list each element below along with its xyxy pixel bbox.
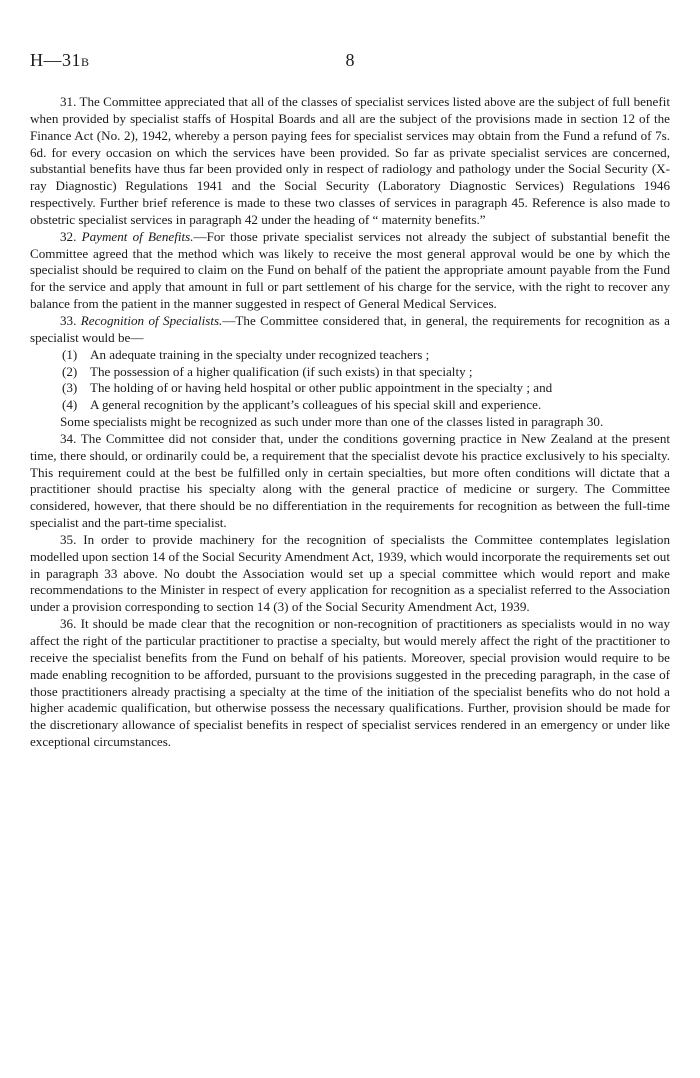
paragraph-32-text: —For those private specialist services not already the subject of substantial benefit the Committee agreed that the method which was likely to receive the most general approval would be one by which the specialist should be required to claim on the Fund on behalf of the patient the appropriate amount payable from the Fund for the service and apply that amount in full or part settlement of his charge for the service, with the right to recover any balance from the patient in the manner suggested in respect of General Medical Services. <box>30 228 670 312</box>
page-number: 8 <box>345 50 355 70</box>
list-item-number: (1) <box>62 346 78 362</box>
requirements-list <box>30 347 670 414</box>
paragraph-33-heading: Recognition of Specialists. <box>80 312 223 328</box>
list-item <box>30 397 670 414</box>
paragraph-33-number: 33. <box>60 312 81 328</box>
paragraph-35: 35. In order to provide machinery for the recognition of specialists the Committee contemplates legislation modelled upon section 14 of the Social Security Amendment Act, 1939, which would incorporate the requirements set out in paragraph 33 above. No doubt the Association would set up a special committee which would report and make recommendations to the Minister in respect of every application for recognition as a specialist referred to the Association under a provision corresponding to section 14 (3) of the Social Security Amendment Act, 1939. <box>30 531 670 615</box>
list-item-text: The possession of a higher qualification (if such exists) in that specialty ; <box>90 363 473 379</box>
list-item <box>30 380 670 397</box>
list-item-number: (3) <box>62 380 78 396</box>
paragraph-33 <box>30 313 670 347</box>
paragraph-32-number: 32. <box>60 228 82 244</box>
list-item-number: (4) <box>62 397 78 413</box>
paragraph-32 <box>30 229 670 313</box>
paragraph-36: 36. It should be made clear that the recognition or non-recognition of practitioners as specialists would in no way affect the right of the particular practitioner to practise a specialty, but would merely affect the right of the practitioner to receive the specialist benefits from the Fund on behalf of his patients. Moreover, special provision would require to be made enabling recognition to be afforded, pursuant to the provisions suggested in the preceding paragraph, in the case of those practitioners already practising a specialty at the time of the initiation of the specialist benefits who do not hold a higher academic qualification, but otherwise possess the necessary qualifications. Further, provision should be made for the discretionary allowance of specialist benefits in respect of specialist services rendered in an emergency or under like exceptional circumstances. <box>30 616 670 750</box>
page-header <box>30 50 670 72</box>
paragraph-31: 31. The Committee appreciated that all of the classes of specialist services listed above are the subject of full benefit when provided by specialist staffs of Hospital Boards and all are the subject of the provisions made in section 12 of the Finance Act (No. 2), 1942, whereby a person paying fees for specialist services may obtain from the Fund a refund of 7s. 6d. for every occasion on which the services have been provided. So far as private specialist services are concerned, substantial benefits have thus far been provided only in respect of radiology and pathology under the Social Security (X-ray Diagnostic) Regulations 1941 and the Social Security (Laboratory Diagnostic Services) Regulations 1946 respectively. Further brief reference is made to these two classes of services in paragraph 45. Reference is also made to obstetric specialist services in paragraph 42 under the heading of “ maternity benefits.” <box>30 94 670 227</box>
document-body <box>30 94 670 751</box>
document-reference-suffix: B <box>81 55 90 69</box>
paragraph-33-text: —The Committee considered that, in general, the requirements for recognition as a specialist would be— <box>30 312 670 345</box>
document-reference-code: H—31 <box>30 50 81 70</box>
list-item <box>30 364 670 381</box>
list-item-text: A general recognition by the applicant’s colleagues of his special skill and experience. <box>90 397 542 413</box>
paragraph-32-heading: Payment of Benefits. <box>81 228 194 244</box>
paragraph-33-note: Some specialists might be recognized as such under more than one of the classes listed in paragraph 30. <box>60 414 604 430</box>
list-item-number: (2) <box>62 363 78 379</box>
list-item <box>30 347 670 364</box>
paragraph-34: 34. The Committee did not consider that, under the conditions governing practice in New Zealand at the present time, there should, or ordinarily could be, a requirement that the specialist devote his practice exclusively to his specialty. This requirement could at the best be fulfilled only in certain specialties, but more often conditions will dictate that a practitioner should practise his specialty along with the general practice of medicine or surgery. The Committee considered, however, that there should be no differentiation in the requirements for recognition as between the full-time specialist and the part-time specialist. <box>30 430 670 531</box>
list-item-text: An adequate training in the specialty under recognized teachers ; <box>90 346 430 362</box>
list-item-text: The holding of or having held hospital or other public appointment in the specialty ; and <box>90 380 553 396</box>
